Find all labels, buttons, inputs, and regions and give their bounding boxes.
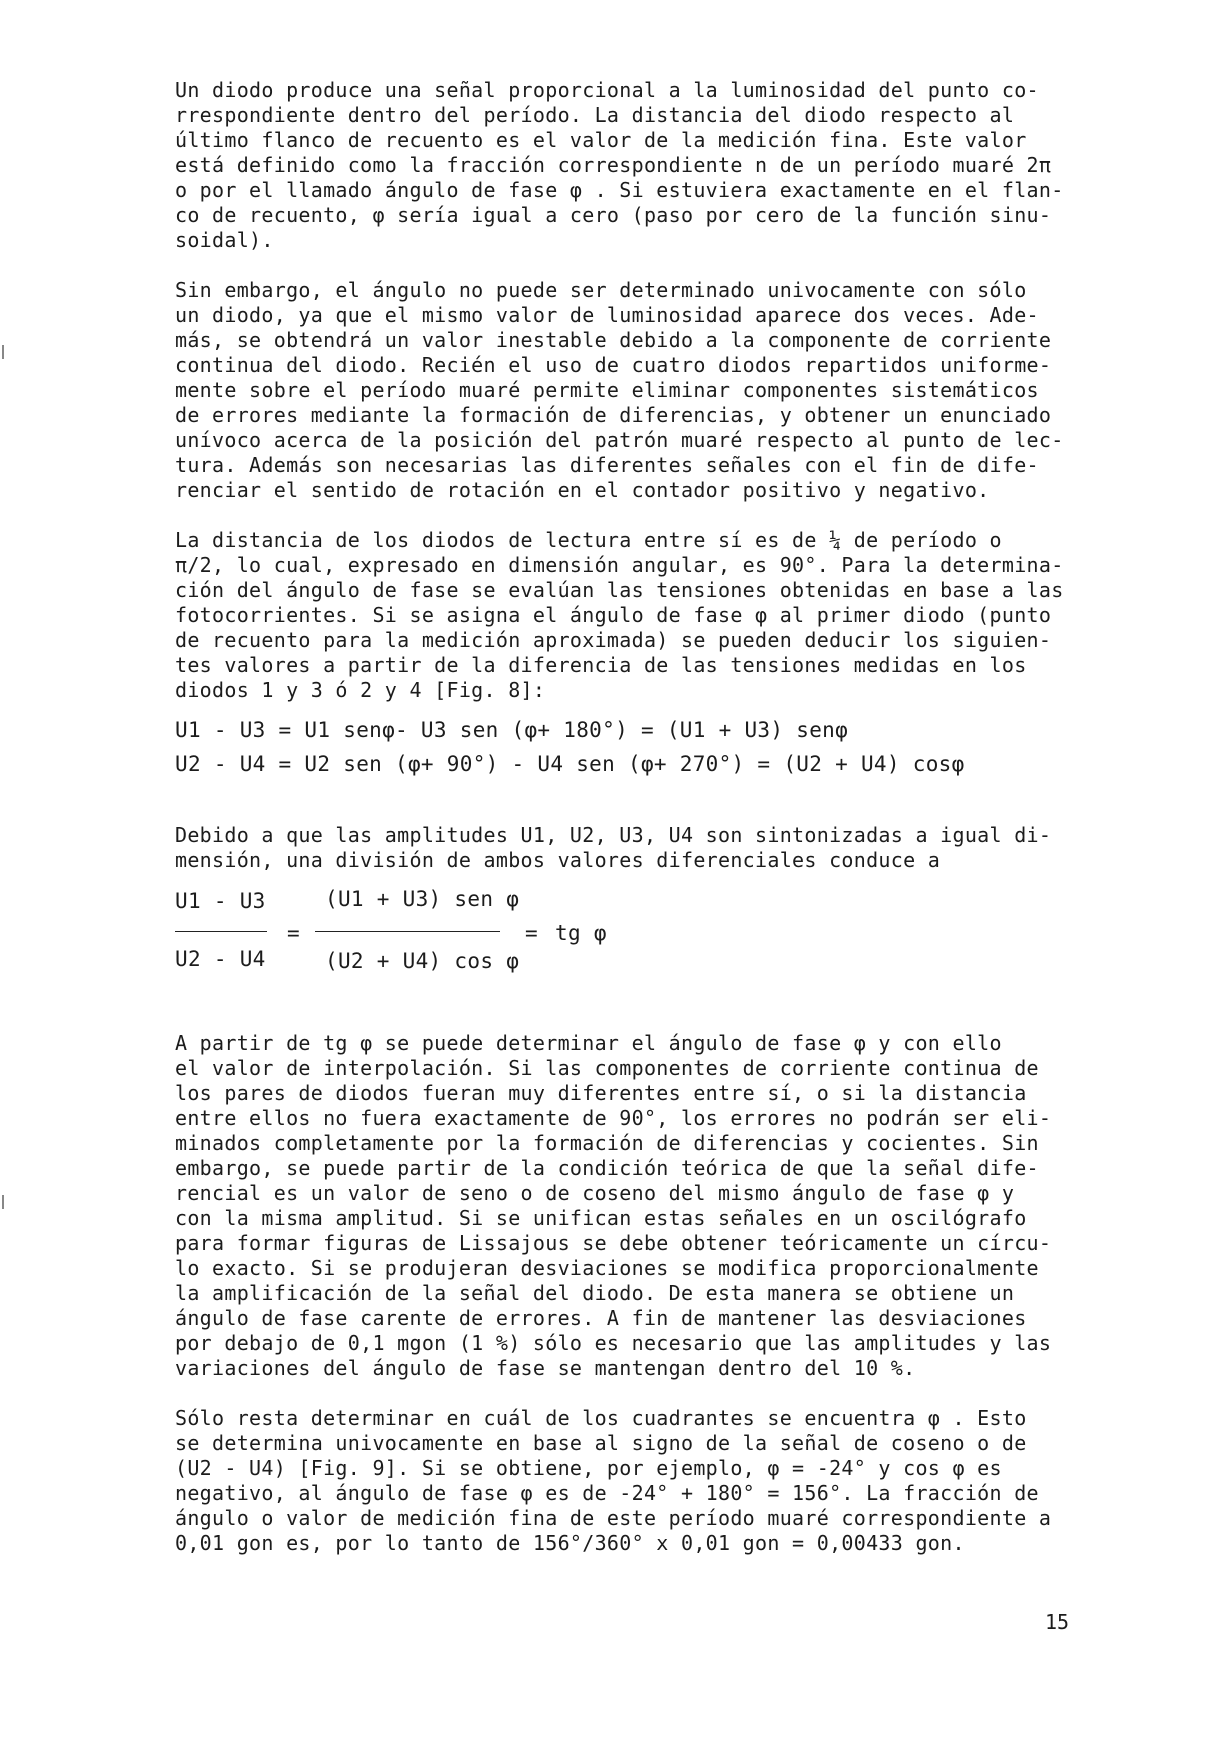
text-line: A partir de tg φ se puede determinar el ángulo de fase φ y con ello (175, 1031, 1002, 1055)
paragraph-1 (175, 78, 1075, 253)
text-line: negativo, al ángulo de fase φ es de -24° + 180° = 156°. La fracción de (175, 1481, 1039, 1505)
fraction-left-numerator: U1 - U3 (175, 889, 266, 913)
text-line: los pares de diodos fueran muy diferentes entre sí, o si la distancia (175, 1081, 1027, 1105)
equals-sign: = (287, 921, 300, 945)
text-line: de recuento para la medición aproximada) se pueden deducir los siguien- (175, 628, 1052, 652)
text-line: fotocorrientes. Si se asigna el ángulo de fase φ al primer diodo (punto (175, 603, 1052, 627)
text-line: de errores mediante la formación de diferencias, y obtener un enunciado (175, 403, 1052, 427)
text-line: continua del diodo. Recién el uso de cuatro diodos repartidos uniforme- (175, 353, 1052, 377)
text-line: ción del ángulo de fase se evalúan las tensiones obtenidas en base a las (175, 578, 1064, 602)
paragraph-6 (175, 1406, 1075, 1556)
fraction-mid-numerator: (U1 + U3) sen φ (325, 887, 520, 911)
text-line: está definido como la fracción correspondiente n de un período muaré 2π (175, 153, 1052, 177)
equation-1: U1 - U3 = U1 senφ- U3 sen (φ+ 180°) = (U1 + U3) senφ (175, 718, 849, 742)
text-line: Sólo resta determinar en cuál de los cuadrantes se encuentra φ . Esto (175, 1406, 1027, 1430)
text-line: mensión, una división de ambos valores diferenciales conduce a (175, 848, 941, 872)
text-line: tura. Además son necesarias las diferentes señales con el fin de dife- (175, 453, 1039, 477)
text-line: o por el llamado ángulo de fase φ . Si estuviera exactamente en el flan- (175, 178, 1064, 202)
text-line: entre ellos no fuera exactamente de 90°, los errores no podrán ser eli- (175, 1106, 1052, 1130)
text-line: rrespondiente dentro del período. La distancia del diodo respecto al (175, 103, 1015, 127)
text-line: para formar figuras de Lissajous se debe obtener teóricamente un círcu- (175, 1231, 1052, 1255)
document-page (175, 78, 1075, 1581)
text-line: tes valores a partir de la diferencia de las tensiones medidas en los (175, 653, 1027, 677)
text-line: mente sobre el período muaré permite eliminar componentes sistemáticos (175, 378, 1039, 402)
text-line: Debido a que las amplitudes U1, U2, U3, U4 son sintonizadas a igual di- (175, 823, 1052, 847)
text-line: último flanco de recuento es el valor de la medición fina. Este valor (175, 128, 1027, 152)
text-line: soidal). (175, 228, 274, 252)
text-line: 0,01 gon es, por lo tanto de 156°/360° x 0,01 gon = 0,00433 gon. (175, 1531, 965, 1555)
fraction-mid-denominator: (U2 + U4) cos φ (325, 949, 520, 973)
text-line: rencial es un valor de seno o de coseno del mismo ángulo de fase φ y (175, 1181, 1015, 1205)
text-line: la amplificación de la señal del diodo. De esta manera se obtiene un (175, 1281, 1015, 1305)
fraction-equation (175, 881, 1075, 991)
text-line: ángulo de fase carente de errores. A fin de mantener las desviaciones (175, 1306, 1027, 1330)
paragraph-3 (175, 528, 1075, 703)
text-line: La distancia de los diodos de lectura entre sí es de ¼ de período o (175, 528, 1002, 552)
text-line: lo exacto. Si se produjeran desviaciones se modifica proporcionalmente (175, 1256, 1039, 1280)
text-line: minados completamente por la formación de diferencias y cocientes. Sin (175, 1131, 1039, 1155)
fraction-bar (315, 931, 500, 932)
text-line: variaciones del ángulo de fase se mantengan dentro del 10 %. (175, 1356, 916, 1380)
paragraph-2 (175, 278, 1075, 503)
margin-mark (2, 1195, 4, 1209)
text-line: π/2, lo cual, expresado en dimensión angular, es 90°. Para la determina- (175, 553, 1064, 577)
text-line: un diodo, ya que el mismo valor de luminosidad aparece dos veces. Ade- (175, 303, 1039, 327)
text-line: con la misma amplitud. Si se unifican estas señales en un oscilógrafo (175, 1206, 1027, 1230)
text-line: renciar el sentido de rotación en el contador positivo y negativo. (175, 478, 990, 502)
text-line: por debajo de 0,1 mgon (1 %) sólo es necesario que las amplitudes y las (175, 1331, 1052, 1355)
text-line: diodos 1 y 3 ó 2 y 4 [Fig. 8]: (175, 678, 546, 702)
text-line: más, se obtendrá un valor inestable debido a la componente de corriente (175, 328, 1052, 352)
text-line: el valor de interpolación. Si las componentes de corriente continua de (175, 1056, 1039, 1080)
text-line: unívoco acerca de la posición del patrón muaré respecto al punto de lec- (175, 428, 1064, 452)
text-line: se determina univocamente en base al signo de la señal de coseno o de (175, 1431, 1027, 1455)
equation-block (175, 713, 1075, 781)
text-line: ángulo o valor de medición fina de este período muaré correspondiente a (175, 1506, 1052, 1530)
paragraph-4 (175, 823, 1075, 873)
margin-mark (2, 345, 4, 359)
text-line: Sin embargo, el ángulo no puede ser determinado univocamente con sólo (175, 278, 1027, 302)
paragraph-5 (175, 1031, 1075, 1381)
text-line: (U2 - U4) [Fig. 9]. Si se obtiene, por ejemplo, φ = -24° y cos φ es (175, 1456, 1002, 1480)
text-line: Un diodo produce una señal proporcional a la luminosidad del punto co- (175, 78, 1039, 102)
page-number: 15 (1045, 1610, 1070, 1634)
fraction-left-denominator: U2 - U4 (175, 947, 266, 971)
fraction-bar (175, 931, 267, 932)
fraction-result: tg φ (555, 921, 607, 945)
text-line: embargo, se puede partir de la condición teórica de que la señal dife- (175, 1156, 1039, 1180)
equals-sign: = (525, 921, 538, 945)
text-line: co de recuento, φ sería igual a cero (paso por cero de la función sinu- (175, 203, 1052, 227)
equation-2: U2 - U4 = U2 sen (φ+ 90°) - U4 sen (φ+ 270°) = (U2 + U4) cosφ (175, 752, 965, 776)
